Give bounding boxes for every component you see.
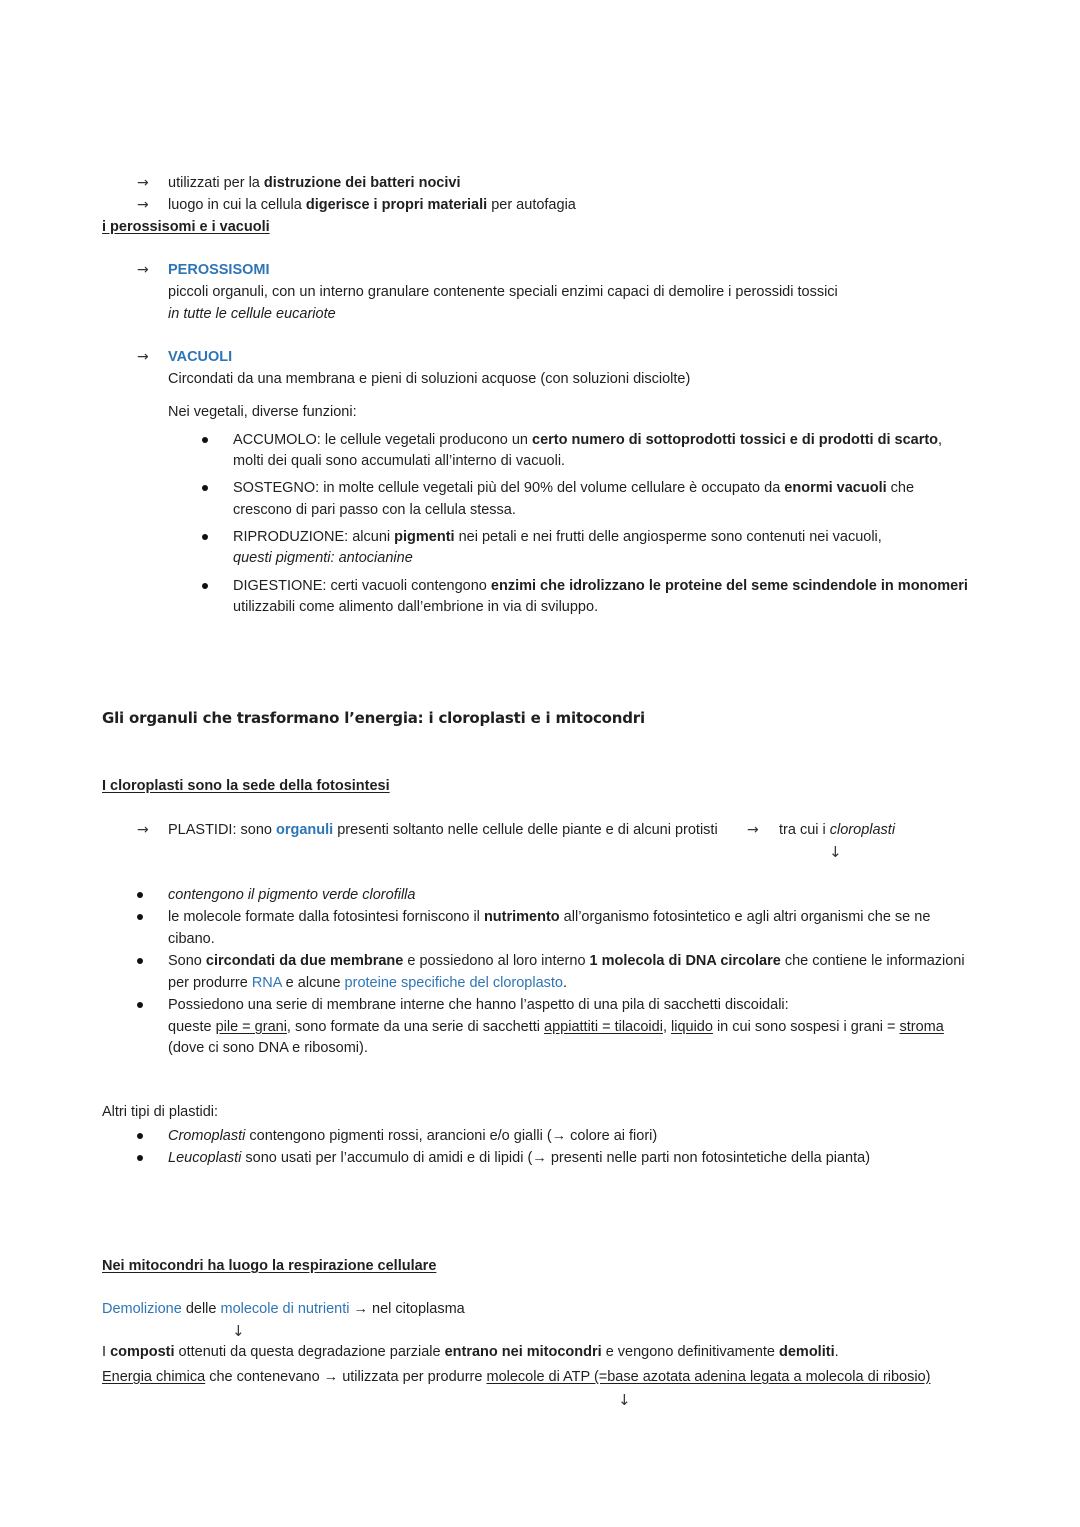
bullet-dot	[202, 583, 208, 589]
bullet-dot	[137, 914, 143, 920]
bullet-dot	[137, 892, 143, 898]
vacuoli-sostegno: SOSTEGNO: in molte cellule vegetali più del 90% del volume cellulare è occupato da enormi vacuoli che	[233, 480, 915, 496]
lysosome-autophagy-line: luogo in cui la cellula digerisce i propri materiali per autofagia	[168, 197, 576, 213]
perossisomi-title: PEROSSISOMI	[168, 262, 270, 278]
cloroplasti-stroma-note: (dove ci sono DNA e ribosomi).	[168, 1040, 368, 1056]
section-heading-cloroplasti: I cloroplasti sono la sede della fotosintesi	[102, 778, 390, 794]
vacuoli-digestione: DIGESTIONE: certi vacuoli contengono enzimi che idrolizzano le proteine del seme scindendole in monomeri	[233, 578, 968, 594]
right-arrow-icon: →	[137, 349, 149, 365]
right-arrow-icon: →	[137, 822, 149, 838]
section-heading-mitocondri: Nei mitocondri ha luogo la respirazione cellulare	[102, 1258, 437, 1274]
bullet-dot	[202, 437, 208, 443]
vacuoli-digestione-cont: utilizzabili come alimento dall’embrione in via di sviluppo.	[233, 599, 599, 615]
bullet-dot	[137, 958, 143, 964]
cloroplasti-membrane-dna-cont: per produrre RNA e alcune proteine specifiche del cloroplasto.	[168, 975, 568, 991]
right-arrow-icon: →	[747, 822, 759, 838]
perossisomi-description: piccoli organuli, con un interno granulare contenente speciali enzimi capaci di demolire i perossidi tossici	[168, 284, 838, 300]
cloroplasti-nutrimento-cont: cibano.	[168, 931, 215, 947]
mito-composti-line: I composti ottenuti da questa degradazione parziale entrano nei mitocondri e vengono definitivamente demoliti.	[102, 1344, 839, 1360]
bullet-dot	[137, 1002, 143, 1008]
right-arrow-icon: →	[137, 197, 149, 213]
mito-atp-line: Energia chimica che contenevano → utilizzata per produrre molecole di ATP (=base azotata adenina legata a molecola di ribosio)	[102, 1369, 931, 1385]
lysosome-use-line: utilizzati per la distruzione dei batteri nocivi	[168, 175, 461, 191]
bullet-dot	[137, 1133, 143, 1139]
cloroplasti-clorofilla: contengono il pigmento verde clorofilla	[168, 887, 416, 903]
vacuoli-description: Circondati da una membrana e pieni di soluzioni acquose (con soluzioni disciolte)	[168, 371, 691, 387]
cromoplasti-line: Cromoplasti contengono pigmenti rossi, arancioni e/o gialli (→ colore ai fiori)	[168, 1128, 658, 1144]
bullet-dot	[202, 534, 208, 540]
vacuoli-sostegno-cont: crescono di pari passo con la cellula stessa.	[233, 502, 516, 518]
perossisomi-location: in tutte le cellule eucariote	[168, 306, 336, 322]
cloroplasti-nutrimento: le molecole formate dalla fotosintesi forniscono il nutrimento all’organismo fotosintetico e agli altri organismi che se ne	[168, 909, 931, 925]
section-heading-perossisomi-vacuoli: i perossisomi e i vacuoli	[102, 219, 270, 235]
chapter-title: Gli organuli che trasformano l’energia: i cloroplasti e i mitocondri	[102, 709, 645, 727]
cloroplasti-membrane-dna: Sono circondati da due membrane e possiedono al loro interno 1 molecola di DNA circolare che contiene le informazioni	[168, 953, 965, 969]
leucoplasti-line: Leucoplasti sono usati per l’accumulo di amidi e di lipidi (→ presenti nelle parti non fotosintetiche della pianta)	[168, 1150, 871, 1166]
right-arrow-icon: →	[137, 175, 149, 191]
down-arrow-icon: ↓	[232, 1322, 245, 1340]
down-arrow-icon: ↓	[829, 843, 842, 861]
plastidi-line: PLASTIDI: sono organuli presenti soltanto nelle cellule delle piante e di alcuni protisti	[168, 822, 718, 838]
vacuoli-riproduzione: RIPRODUZIONE: alcuni pigmenti nei petali e nei frutti delle angiosperme sono contenuti nei vacuoli,	[233, 529, 882, 545]
down-arrow-icon: ↓	[618, 1391, 631, 1409]
bullet-dot	[202, 485, 208, 491]
bullet-dot	[137, 1155, 143, 1161]
cloroplasti-membrane-interne: Possiedono una serie di membrane interne che hanno l’aspetto di una pila di sacchetti discoidali:	[168, 997, 789, 1013]
cloroplasti-grani-tilacoidi: queste pile = grani, sono formate da una serie di sacchetti appiattiti = tilacoidi, liquido in cui sono sospesi i grani = stroma	[168, 1019, 944, 1035]
altri-plastidi-intro: Altri tipi di plastidi:	[102, 1104, 219, 1120]
right-arrow-icon: →	[137, 262, 149, 278]
vacuoli-accumolo: ACCUMOLO: le cellule vegetali producono un certo numero di sottoprodotti tossici e di prodotti di scarto,	[233, 432, 943, 448]
vacuoli-riproduzione-cont: questi pigmenti: antocianine	[233, 550, 413, 566]
mito-demolizione-line: Demolizione delle molecole di nutrienti → nel citoplasma	[102, 1301, 465, 1317]
vacuoli-title: VACUOLI	[168, 349, 233, 365]
vacuoli-functions-intro: Nei vegetali, diverse funzioni:	[168, 404, 357, 420]
vacuoli-accumolo-cont: molti dei quali sono accumulati all’interno di vacuoli.	[233, 453, 566, 469]
plastidi-cloroplasti: tra cui i cloroplasti	[779, 822, 896, 838]
